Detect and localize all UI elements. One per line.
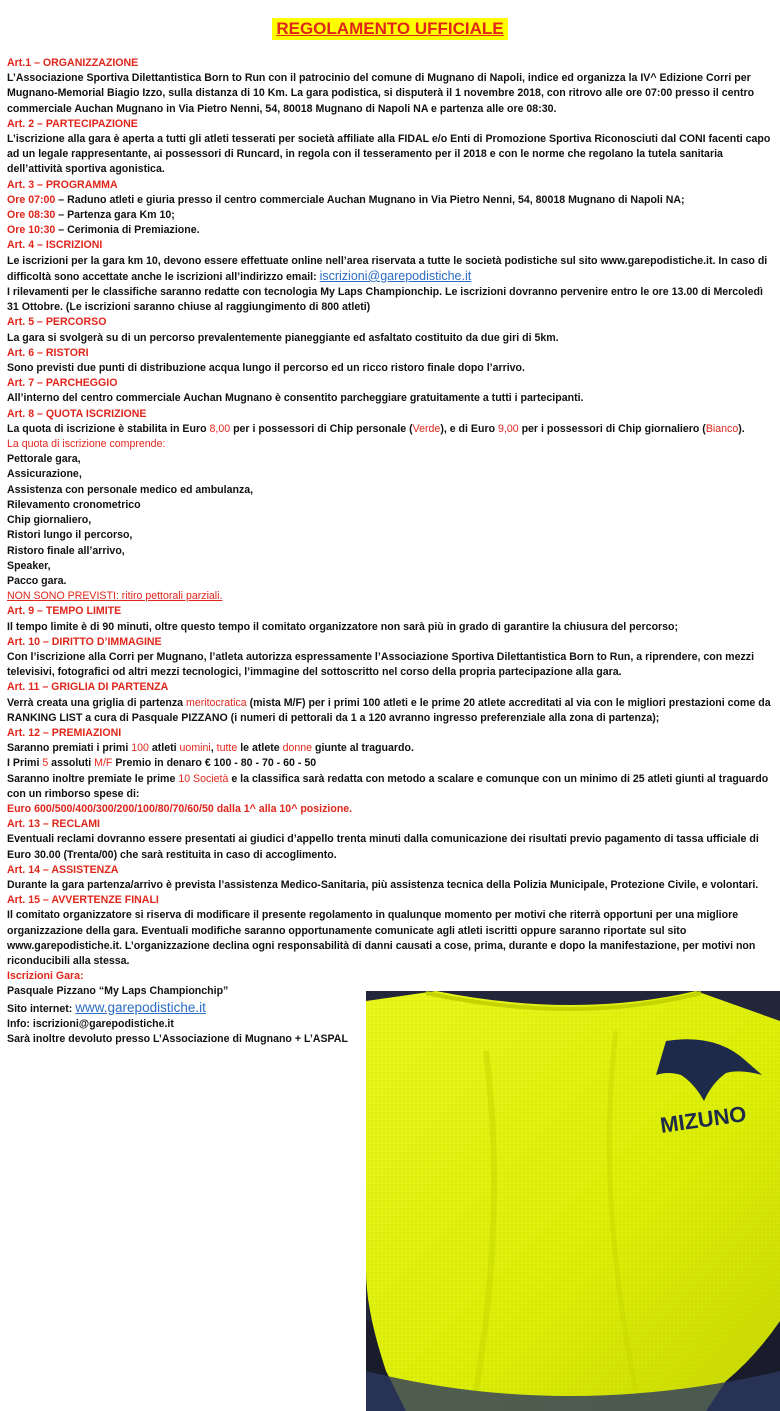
art13-text: Eventuali reclami dovranno essere presentati ai giudici d’appello trenta minuti dalla comunicazione dei risultati previo pagamento di tassa ufficiale di Euro 30.00 (Trenta/00) che sarà restituita in caso di accoglimento.: [7, 833, 759, 861]
art12-highlight: 100: [131, 742, 149, 755]
includes-item: Chip giornaliero,: [7, 514, 92, 527]
email-link[interactable]: iscrizioni@garepodistiche.it: [319, 268, 472, 283]
art8-heading: Art. 8 – QUOTA ISCRIZIONE: [7, 407, 147, 420]
art8-text: [7, 422, 773, 437]
includes-item: Ristoro finale all’arrivo,: [7, 544, 125, 557]
art12-highlight: 5: [42, 757, 49, 770]
art8-part: per i possessori di Chip giornaliero (: [518, 422, 706, 435]
contacts-line1: Pasquale Pizzano “My Laps Championchip”: [7, 985, 229, 998]
art12-part: assoluti: [48, 757, 95, 770]
art12-highlight: donne: [282, 742, 313, 755]
art12-highlight: 10 Società: [178, 772, 229, 785]
art3-heading: Art. 3 – PROGRAMMA: [7, 178, 118, 191]
art12-part: le atlete: [237, 742, 283, 755]
includes-item: Ristori lungo il percorso,: [7, 529, 133, 542]
shirt-photo-svg: [366, 991, 780, 1411]
art12-part: Premio in denaro € 100 - 80 - 70 - 60 - 50: [112, 757, 317, 770]
art1-text: L’Associazione Sportiva Dilettantistica Born to Run con il patrocinio del comune di Mugnano di Napoli, indice ed organizza la IV^ Edizione Corri per Mugnano-Memorial Biagio Izzo, sulla distanza di 10 Km. La gara podistica, si disputerà il 1 novembre 2018, con ritrovo alle ore 07:00 presso il centro commerciale Auchan Mugnano in Via Pietro Nenni, 54, 80018 Mugnano di Napoli NA e partenza alle ore 08:30.: [7, 72, 755, 115]
art12-heading: Art. 12 – PREMIAZIONI: [7, 726, 122, 739]
art8-part: La quota di iscrizione è stabilita in Euro: [7, 422, 210, 435]
art3-time: Ore 10:30: [7, 224, 56, 237]
art15-heading: Art. 15 – AVVERTENZE FINALI: [7, 894, 159, 907]
includes-item: Speaker,: [7, 559, 51, 572]
shirt-photo: [366, 991, 780, 1411]
contacts-info: Info: iscrizioni@garepodistiche.it: [7, 1017, 174, 1030]
art5-text: La gara si svolgerà su di un percorso prevalentemente pianeggiante ed asfaltato costituito da due giri di 5km.: [7, 331, 559, 344]
art12-highlight: tutte: [216, 742, 238, 755]
art12-line3: [7, 772, 773, 802]
chip-color-verde: Verde: [412, 422, 441, 435]
art1-heading: Art.1 – ORGANIZZAZIONE: [7, 57, 139, 69]
art3-time: Ore 07:00: [7, 193, 56, 206]
art6-heading: Art. 6 – RISTORI: [7, 346, 89, 359]
art11-meritocratica: meritocratica: [186, 696, 247, 709]
art4-text1-body: Le iscrizioni per la gara km 10, devono essere effettuate online nell’area riservata a tutte le società podistiche sul sito www.garepodistiche.it. In caso di difficoltà sono accettate anche le iscrizioni all’indirizzo email:: [7, 254, 768, 283]
includes-item: Rilevamento cronometrico: [7, 498, 141, 511]
art8-part: ), e di Euro: [440, 422, 498, 435]
art3-item: [7, 223, 773, 238]
price-chip-personale: 8,00: [209, 422, 231, 435]
art8-part: per i possessori di Chip personale (: [230, 422, 413, 435]
art5-heading: Art. 5 – PERCORSO: [7, 316, 107, 329]
art15-text: Il comitato organizzatore si riserva di modificare il presente regolamento in qualunque momento per motivi che riterrà opportuni per una migliore organizzazione della gara. Eventuali modifiche saranno opportunamente comunicate agli atleti iscritti oppure saranno riportate sul sito www.garepodistiche.it. L’organizzazione declina ogni responsabilità di danni causati a cose, prima, durante e dopo la manifestazione, per motivi non riconducibili alla stessa.: [7, 909, 756, 967]
art12-part: giunte al traguardo.: [312, 742, 414, 755]
art11-heading: Art. 11 – GRIGLIA DI PARTENZA: [7, 681, 169, 694]
art12-part: ,: [210, 742, 217, 755]
art4-text2: I rilevamenti per le classifiche saranno redatte con tecnologia My Laps Championchip. Le iscrizioni dovranno pervenire entro le ore 13.00 di Mercoledì 31 Ottobre. (Le iscrizioni saranno chiuse al raggiungimento di 800 atleti): [7, 286, 763, 314]
contacts-heading: Iscrizioni Gara:: [7, 970, 84, 983]
art12-line2: [7, 756, 773, 771]
art7-heading: Art. 7 – PARCHEGGIO: [7, 377, 118, 390]
art12-part: atleti: [148, 742, 180, 755]
art11-part: Verrà creata una griglia di partenza: [7, 696, 186, 709]
art6-text: Sono previsti due punti di distribuzione acqua lungo il percorso ed un ricco ristoro finale dopo l’arrivo.: [7, 362, 525, 375]
art3-item-text: – Partenza gara Km 10;: [55, 209, 175, 222]
art3-item: [7, 193, 773, 208]
includes-heading: La quota di iscrizione comprende:: [7, 438, 166, 451]
includes-item: Assistenza con personale medico ed ambulanza,: [7, 483, 254, 496]
art11-text: [7, 696, 773, 726]
art12-highlight: M/F: [94, 757, 113, 770]
art2-heading: Art. 2 – PARTECIPAZIONE: [7, 117, 138, 130]
art10-text: Con l’iscrizione alla Corri per Mugnano, l’atleta autorizza espressamente l’Associazione Sportiva Dilettantistica Born to Run, a riprendere, con mezzi televisivi, fotografici od altri mezzi tecnologici, l’immagine del sottoscritto nel corso della propria partecipazione alla gara.: [7, 650, 755, 679]
contacts-last: Sarà inoltre devoluto presso L’Associazione di Mugnano + L’ASPAL: [7, 1033, 348, 1045]
art12-prize-list: Euro 600/500/400/300/200/100/80/70/60/50 dalla 1^ alla 10^ posizione.: [7, 802, 353, 815]
art3-item: [7, 208, 773, 223]
site-link[interactable]: www.garepodistiche.it: [75, 999, 206, 1015]
not-included-note: NON SONO PREVISTI: ritiro pettorali parziali.: [7, 590, 223, 603]
brand-wordmark: MIZUNO: [658, 1101, 748, 1138]
includes-item: Assicurazione,: [7, 468, 82, 481]
art3-time: Ore 08:30: [7, 209, 56, 222]
art12-part: Saranno premiati i primi: [7, 742, 132, 755]
art4-heading: Art. 4 – ISCRIZIONI: [7, 239, 103, 252]
art11-part: (mista M/F) per i primi 100 atleti e le prime 20 atlete accreditati al via con le migliori prestazioni come da RANKING LIST a cura di Pasquale PIZZANO (i numeri di pettorali da 1 a 120 avranno ingresso preferenziale alla zona di partenza);: [7, 696, 771, 724]
art8-part: ).: [738, 422, 745, 435]
chip-color-bianco: Bianco: [705, 422, 739, 435]
art13-heading: Art. 13 – RECLAMI: [7, 818, 101, 831]
art7-text: All’interno del centro commerciale Auchan Mugnano è consentito parcheggiare gratuitamente a tutti i partecipanti.: [7, 392, 584, 405]
title-container: [0, 18, 780, 40]
art12-part: Saranno inoltre premiate le prime: [7, 772, 179, 785]
art10-heading: Art. 10 – DIRITTO D’IMMAGINE: [7, 635, 162, 648]
art3-item-text: – Cerimonia di Premiazione.: [55, 224, 200, 237]
art9-heading: Art. 9 – TEMPO LIMITE: [7, 605, 122, 618]
regulation-document: [7, 56, 773, 1047]
includes-item: Pettorale gara,: [7, 453, 81, 466]
art4-text1: [7, 254, 773, 285]
art14-text: Durante la gara partenza/arrivo è prevista l’assistenza Medico-Sanitaria, più assistenza tecnica della Polizia Municipale, Protezione Civile, e volontari.: [7, 878, 759, 891]
price-chip-giornaliero: 9,00: [498, 422, 519, 435]
art12-line1: [7, 741, 773, 756]
art12-part: I Primi: [7, 757, 43, 770]
art12-highlight: uomini: [179, 742, 211, 755]
page-title: REGOLAMENTO UFFICIALE: [272, 18, 507, 40]
art3-item-text: – Raduno atleti e giuria presso il centro commerciale Auchan Mugnano in Via Pietro Nenni, 54, 80018 Mugnano di Napoli NA;: [55, 193, 685, 206]
art2-text: L’iscrizione alla gara è aperta a tutti gli atleti tesserati per società affiliate alla FIDAL e/o Enti di Promozione Sportiva Riconosciuti dal CONI facenti capo ad un legale rappresentante, ai possessori di Runcard, in regola con il tesseramento per il 2018 e con le norme che regolano la tutela sanitaria dell’attività sportiva agonistica.: [7, 133, 771, 176]
art12-part: e la classifica sarà redatta con metodo a scalare e comunque con un minimo di 25 atleti giunti al traguardo con un rimborso spese di:: [7, 772, 769, 800]
site-label: Sito internet:: [7, 1002, 76, 1015]
art9-text: Il tempo limite è di 90 minuti, oltre questo tempo il comitato organizzatore non sarà più in grado di garantire la chiusura del percorso;: [7, 620, 679, 633]
includes-item: Pacco gara.: [7, 574, 67, 587]
art14-heading: Art. 14 – ASSISTENZA: [7, 863, 119, 876]
